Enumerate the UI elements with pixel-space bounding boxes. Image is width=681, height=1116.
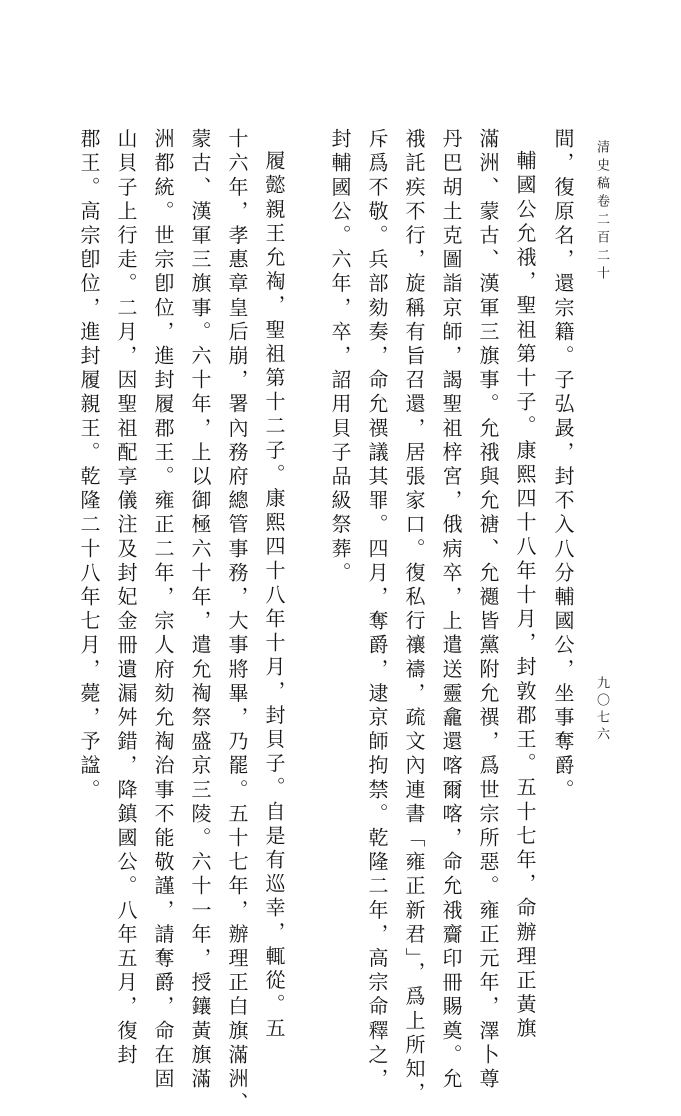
text-line-1: 間，復原名，還宗籍。子弘晸，封不入八分輔國公，坐事奪爵。 — [551, 128, 575, 803]
text-line-6: 斥爲不敬。兵部劾奏，命允禩議其罪。四月，奪爵，逮京師拘禁。乾隆二年，高宗命釋之， — [365, 128, 389, 1092]
text-line-7: 封輔國公。六年，卒，詔用貝子品級祭葬。 — [328, 128, 352, 586]
text-line-2: 輔國公允䄉，聖祖第十子。康熙四十八年十月，封敦郡王。五十七年，命辦理正黃旗 — [513, 150, 537, 1042]
text-line-10: 蒙古、漢軍三旗事。六十年，上以御極六十年，遣允祹祭盛京三陵。六十一年，授鑲黃旗滿 — [188, 128, 212, 1092]
text-line-12: 山貝子上行走。二月，因聖祖配享儀注及封妃金冊遺漏舛錯，降鎮國公。八年五月，復封 — [114, 128, 138, 1068]
text-line-4: 丹巴胡土克圖詣京師，謁聖祖梓宮，俄病卒，上遣送靈龕還喀爾喀，命允䄉齎印冊賜奠。允 — [439, 128, 463, 1092]
running-title: 清史稿卷二百二十 — [594, 140, 609, 284]
page-number: 九〇七六 — [594, 676, 609, 744]
text-line-11: 洲都統。世宗卽位，進封履郡王。雍正二年，宗人府劾允祹治事不能敬謹，請奪爵，命在固 — [151, 128, 175, 1092]
text-line-5: 䄉託疾不行，旋稱有旨召還，居張家口。復私行禳禱，疏文內連書「雍正新君」，爲上所知， — [402, 128, 426, 1107]
text-line-13: 郡王。高宗卽位，進封履親王。乾隆二十八年七月，薨，予諡。 — [77, 128, 101, 803]
text-line-8: 履懿親王允祹，聖祖第十二子。康熙四十八年十月，封貝子。自是有巡幸，輒從。五 — [262, 150, 286, 1042]
text-line-9: 十六年，孝惠章皇后崩，署內務府總管事務，大事將畢，乃罷。五十七年，辦理正白旗滿洲、 — [225, 128, 249, 1116]
text-line-3: 滿洲、蒙古、漢軍三旗事。允䄉與允禟、允禵皆黨附允禩，爲世宗所惡。雍正元年，澤卜尊 — [476, 128, 500, 1092]
